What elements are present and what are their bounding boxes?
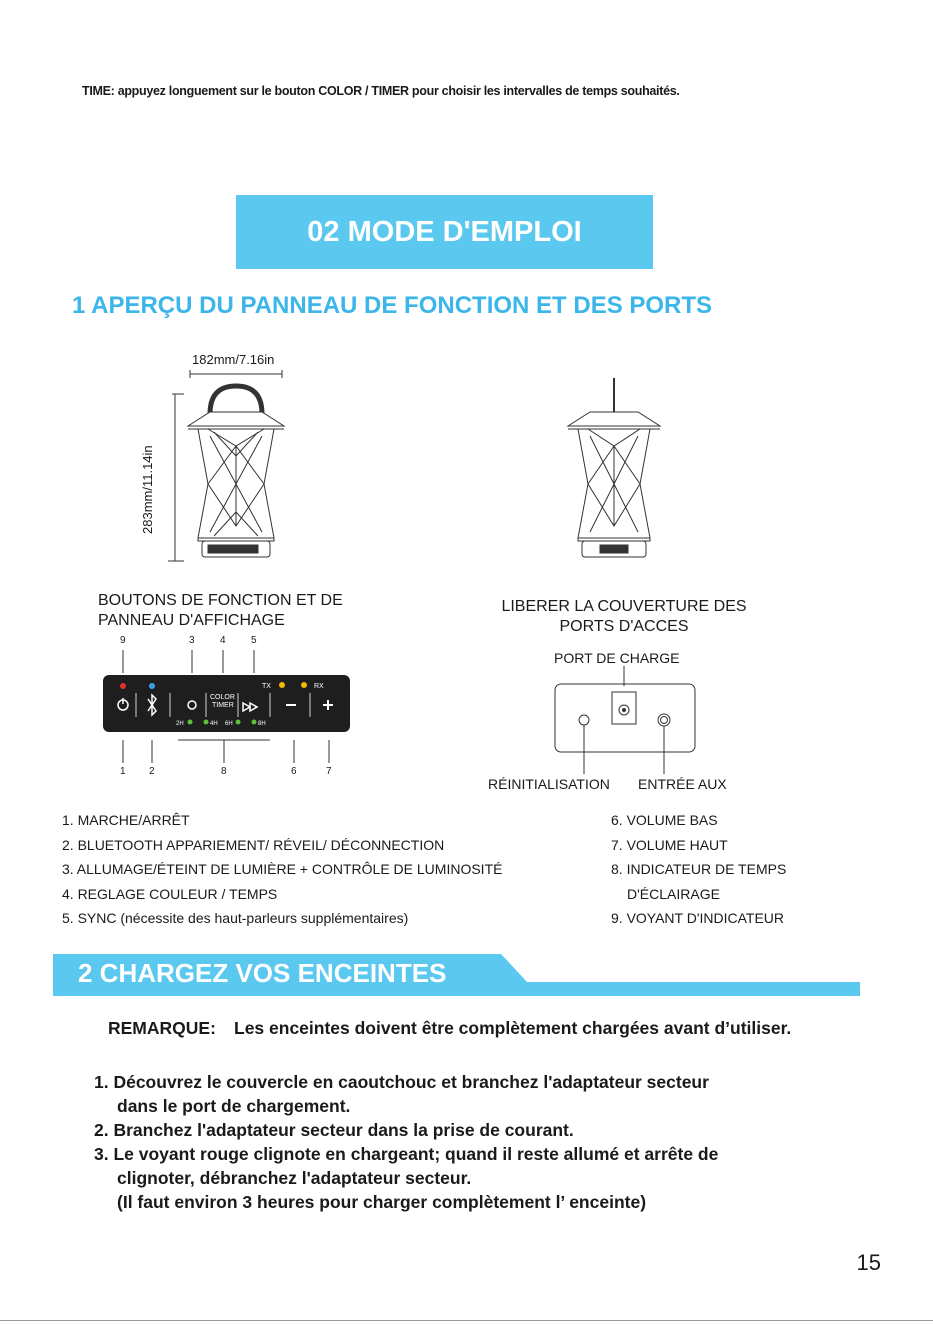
color-label: COLOR	[210, 694, 235, 701]
tx-label: TX	[262, 683, 271, 690]
legend-item: 1. MARCHE/ARRÊT	[62, 812, 190, 828]
callout-number: 8	[221, 766, 227, 777]
red-led-icon	[120, 683, 126, 689]
legend-item: 5. SYNC (nécessite des haut-parleurs supplémentaires)	[62, 910, 409, 926]
step-line: clignoter, débranchez l'adaptateur secteur.	[117, 1168, 472, 1188]
legend-item: 8. INDICATEUR DE TEMPS	[611, 861, 787, 877]
legend-left	[62, 808, 502, 931]
caption-line: PORTS D'ACCES	[559, 618, 689, 635]
control-panel-diagram	[98, 645, 358, 765]
legend-right	[611, 808, 786, 931]
legend-item: 2. BLUETOOTH APPARIEMENT/ RÉVEIL/ DÉCONNECTION	[62, 836, 445, 853]
callout-number: 4	[220, 635, 226, 646]
caption-line: LIBERER LA COUVERTURE DES	[501, 598, 747, 615]
callout-number: 7	[326, 766, 332, 777]
timer-mark: 2H	[176, 721, 184, 727]
caption-line: PANNEAU D'AFFICHAGE	[98, 612, 285, 629]
page-divider	[0, 1320, 933, 1321]
blue-led-icon	[149, 683, 155, 689]
time-note: TIME: appuyez longuement sur le bouton COLOR / TIMER pour choisir les intervalles de temps souhaités.	[82, 84, 680, 98]
timer-mark: 4H	[210, 721, 218, 727]
callout-number: 3	[189, 635, 195, 646]
page-number: 15	[856, 1250, 881, 1275]
section2-title: 2 CHARGEZ VOS ENCEINTES	[78, 958, 447, 988]
reset-label: RÉINITIALISATION	[488, 776, 610, 792]
remark-label: REMARQUE:	[108, 1018, 216, 1038]
legend-item: 7. VOLUME HAUT	[611, 836, 728, 853]
callout-number: 6	[291, 766, 297, 777]
aux-input-label: ENTRÉE AUX	[638, 776, 727, 792]
callout-number: 2	[149, 766, 155, 777]
lantern-back-illustration	[560, 376, 670, 566]
step-line: (Il faut environ 3 heures pour charger complètement l’ enceinte)	[117, 1192, 647, 1212]
ports-diagram	[550, 666, 700, 776]
timer-mark: 6H	[225, 721, 233, 727]
callout-number: 1	[120, 766, 126, 777]
step-line: 3. Le voyant rouge clignote en chargeant; quand il reste allumé et arrête de	[94, 1144, 719, 1164]
legend-item: 3. ALLUMAGE/ÉTEINT DE LUMIÈRE + CONTRÔLE DE LUMINOSITÉ	[62, 861, 503, 877]
timer-label: TIMER	[212, 702, 234, 709]
timer-mark: 8H	[258, 721, 266, 727]
legend-item: 6. VOLUME BAS	[611, 812, 718, 828]
callout-number: 5	[251, 635, 257, 646]
remark-text: Les enceintes doivent être complètement chargées avant d’utiliser.	[234, 1018, 792, 1038]
ports-cover-caption	[488, 597, 760, 637]
tx-led-icon	[279, 682, 285, 688]
step-line: dans le port de chargement.	[117, 1096, 351, 1116]
legend-item: D'ÉCLAIRAGE	[627, 885, 720, 902]
function-buttons-caption	[98, 591, 343, 631]
callout-number: 9	[120, 635, 126, 646]
charge-port-label: PORT DE CHARGE	[554, 650, 680, 666]
rx-led-icon	[301, 682, 307, 688]
step-line: 1. Découvrez le couvercle en caoutchouc et branchez l'adaptateur secteur	[94, 1072, 709, 1092]
mode-banner: 02 MODE D'EMPLOI	[236, 195, 653, 269]
charging-steps	[94, 1070, 854, 1214]
section1-title: 1 APERÇU DU PANNEAU DE FONCTION ET DES PORTS	[72, 292, 713, 319]
height-dimension: 283mm/11.14in	[140, 445, 155, 534]
legend-item: 4. REGLAGE COULEUR / TEMPS	[62, 885, 278, 902]
caption-line: BOUTONS DE FONCTION ET DE	[98, 592, 343, 609]
width-dimension: 182mm/7.16in	[192, 352, 275, 367]
step-line: 2. Branchez l'adaptateur secteur dans la prise de courant.	[94, 1120, 574, 1140]
rx-label: RX	[314, 683, 324, 690]
lantern-front-illustration	[150, 366, 310, 566]
legend-item: 9. VOYANT D'INDICATEUR	[611, 910, 785, 926]
